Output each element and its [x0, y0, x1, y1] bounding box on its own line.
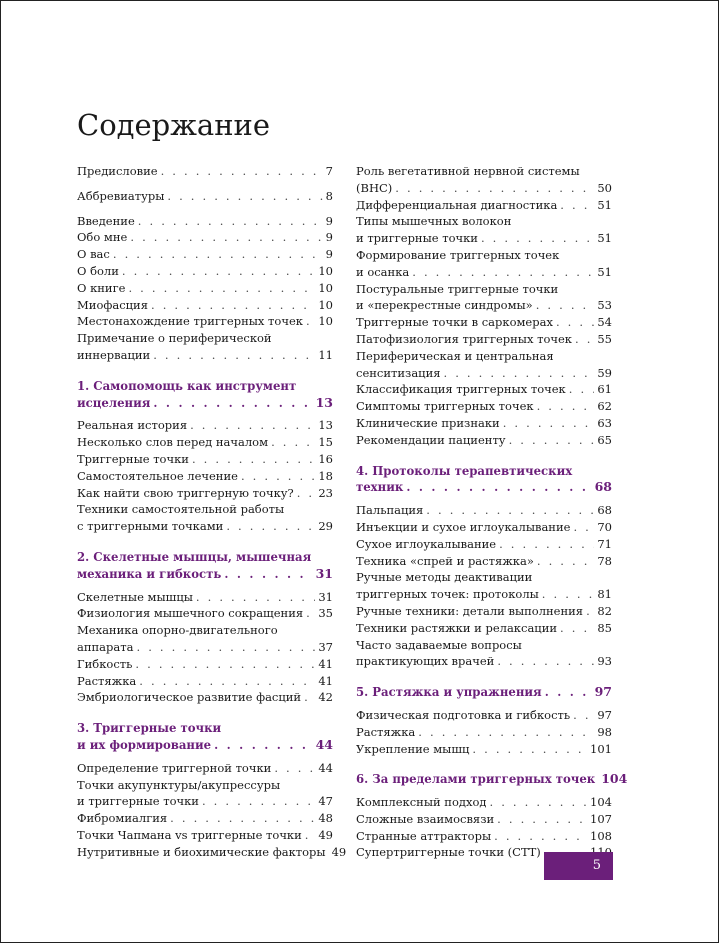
toc-entry-title: Триггерные точки в саркомерах — [356, 315, 553, 330]
dot-leader — [406, 479, 591, 496]
toc-entry-title: Типы мышечных волокон — [356, 214, 512, 229]
toc-entry-page: 108 — [590, 828, 612, 843]
dot-leader — [537, 553, 594, 570]
toc-entry-title: аппарата — [77, 639, 134, 654]
toc-entry-page: 9 — [325, 230, 333, 245]
dot-leader — [575, 331, 594, 348]
toc-entry-title: Техники самостоятельной работы — [77, 502, 285, 517]
dot-leader — [135, 656, 315, 673]
toc-entry — [77, 777, 333, 811]
toc-entry — [356, 637, 612, 671]
dot-leader — [395, 180, 594, 197]
dot-leader — [499, 536, 594, 553]
dot-leader — [305, 827, 316, 844]
page-number: 5 — [592, 858, 601, 873]
toc-entry — [356, 502, 612, 519]
toc-entry-title: О вас — [77, 247, 110, 262]
toc-entry — [356, 381, 612, 398]
toc-entry — [77, 330, 333, 364]
toc-entry-title: 5. Растяжка и упражнения — [356, 685, 542, 700]
toc-entry-page: 42 — [318, 690, 333, 705]
toc-entry — [77, 689, 333, 706]
toc-entry — [77, 163, 333, 180]
toc-entry-title: Предисловие — [77, 164, 158, 178]
toc-entry-page: 85 — [597, 620, 612, 635]
toc-entry — [356, 569, 612, 603]
toc-entry-page: 10 — [318, 263, 333, 278]
toc-entry-page: 93 — [597, 654, 612, 669]
toc-entry — [77, 188, 333, 205]
toc-entry — [356, 331, 612, 348]
toc-entry — [77, 451, 333, 468]
dot-leader — [130, 229, 322, 246]
toc-entry-title: Формирование триггерных точек — [356, 247, 560, 262]
dot-leader — [573, 707, 594, 724]
toc-entry-title: Скелетные мышцы — [77, 589, 193, 604]
dot-leader — [214, 737, 313, 754]
dot-leader — [537, 398, 595, 415]
toc-entry-title: О книге — [77, 280, 126, 295]
dot-leader — [138, 213, 323, 230]
dot-leader — [306, 313, 315, 330]
dot-leader — [418, 724, 594, 741]
toc-entry-title: Супертриггерные точки (СТТ) — [356, 845, 541, 860]
toc-entry-title: Физическая подготовка и гибкость — [356, 707, 571, 722]
toc-entry — [77, 229, 333, 246]
toc-entry-title: Точки Чапмана vs триггерные точки — [77, 827, 302, 842]
toc-entry — [77, 673, 333, 690]
toc-entry-page: 10 — [318, 280, 333, 295]
dot-leader — [472, 741, 587, 758]
toc-entry-title: с триггерными точками — [77, 519, 224, 534]
toc-entry-title: Симптомы триггерных точек — [356, 399, 534, 414]
toc-entry-page: 35 — [318, 606, 333, 621]
dot-leader — [536, 297, 595, 314]
toc-entry-title: и «перекрестные синдромы» — [356, 298, 533, 313]
dot-leader — [113, 246, 323, 263]
dot-leader — [192, 451, 315, 468]
toc-entry-page: 31 — [315, 565, 333, 581]
toc-entry-title: 6. За пределами триггерных точек — [356, 772, 596, 787]
dot-leader — [271, 434, 315, 451]
toc-chapter — [77, 549, 333, 583]
toc-entry-page: 55 — [597, 331, 612, 346]
dot-leader — [586, 603, 594, 620]
toc-entry-page: 50 — [597, 180, 612, 195]
toc-entry-page: 9 — [325, 247, 333, 262]
toc-entry — [356, 724, 612, 741]
toc-entry-page: 54 — [597, 315, 612, 330]
toc-entry — [77, 280, 333, 297]
toc-entry — [77, 501, 333, 535]
toc-entry-page: 71 — [597, 536, 612, 551]
dot-leader — [167, 188, 322, 205]
toc-entry — [356, 553, 612, 570]
toc-entry — [77, 468, 333, 485]
toc-entry-title: Триггерные точки — [77, 451, 189, 466]
toc-entry-title: 3. Триггерные точки — [77, 721, 222, 736]
toc-entry-title: Несколько слов перед началом — [77, 435, 269, 450]
dot-leader — [494, 828, 587, 845]
toc-entry-page: 63 — [597, 415, 612, 430]
toc-entry — [356, 197, 612, 214]
toc-entry — [356, 794, 612, 811]
toc-entry-page: 9 — [325, 213, 333, 228]
toc-entry-page: 104 — [590, 795, 612, 810]
toc-entry-title: Гибкость — [77, 656, 133, 671]
toc-entry-title: Клинические признаки — [356, 415, 500, 430]
toc-entry — [356, 536, 612, 553]
toc-entry-page: 10 — [318, 297, 333, 312]
toc-chapter — [356, 684, 612, 701]
toc-entry-title: Примечание о периферической — [77, 331, 272, 346]
toc-entry — [356, 247, 612, 281]
dot-leader — [304, 689, 315, 706]
dot-leader — [161, 163, 323, 180]
toc-entry-page: 61 — [597, 382, 612, 397]
toc-entry-title: Введение — [77, 213, 135, 228]
dot-leader — [560, 620, 594, 637]
dot-leader — [153, 395, 312, 412]
toc-column-left — [77, 163, 347, 860]
toc-entry-page: 49 — [318, 827, 333, 842]
toc-entry-title: Дифференциальная диагностика — [356, 197, 558, 212]
dot-leader — [196, 589, 315, 606]
toc-entry — [77, 417, 333, 434]
toc-entry-page: 97 — [594, 684, 612, 700]
toc-entry-title: Эмбриологическое развитие фасций — [77, 690, 302, 705]
dot-leader — [128, 280, 315, 297]
toc-entry-page: 97 — [597, 707, 612, 722]
toc-entry — [356, 741, 612, 758]
dot-leader — [560, 197, 594, 214]
toc-entry-page: 78 — [597, 553, 612, 568]
toc-entry-page: 51 — [597, 197, 612, 212]
toc-entry-page: 65 — [597, 432, 612, 447]
toc-entry — [356, 707, 612, 724]
toc-entry — [77, 263, 333, 280]
toc-entry-title: Техника «спрей и растяжка» — [356, 553, 534, 568]
toc-entry-page: 101 — [590, 741, 612, 756]
dot-leader — [503, 415, 595, 432]
toc-entry-page: 13 — [318, 418, 333, 433]
toc-entry-title: Растяжка — [77, 673, 137, 688]
toc-entry-page: 53 — [597, 298, 612, 313]
dot-leader — [136, 639, 315, 656]
dot-leader — [139, 673, 315, 690]
toc-entry-title: Инъекции и сухое иглоукалывание — [356, 519, 571, 534]
toc-entry — [77, 485, 333, 502]
toc-entry-title: сенситизация — [356, 365, 441, 380]
dot-leader — [426, 502, 594, 519]
toc-entry-title: Техники растяжки и релаксации — [356, 620, 558, 635]
dot-leader — [497, 811, 587, 828]
toc-entry — [77, 605, 333, 622]
dot-leader — [190, 417, 315, 434]
toc-entry-title: и триггерные точки — [77, 794, 199, 809]
page-title: Содержание — [77, 108, 271, 142]
toc-entry — [77, 313, 333, 330]
toc-entry-page: 10 — [318, 314, 333, 329]
dot-leader — [151, 297, 315, 314]
toc-entry-title: исцеления — [77, 395, 151, 410]
dot-leader — [573, 519, 594, 536]
toc-entry — [77, 434, 333, 451]
toc-entry-title: Механика опорно-двигательного — [77, 623, 278, 638]
toc-entry — [356, 314, 612, 331]
dot-leader — [297, 485, 316, 502]
toc-entry — [77, 844, 347, 861]
dot-leader — [542, 586, 595, 603]
toc-entry — [77, 297, 333, 314]
toc-entry-title: Растяжка — [356, 724, 416, 739]
toc-entry-page: 70 — [597, 519, 612, 534]
toc-entry-title: Самостоятельное лечение — [77, 468, 238, 483]
toc-entry — [356, 415, 612, 432]
toc-entry-page: 51 — [597, 231, 612, 246]
toc-entry — [356, 213, 612, 247]
toc-entry — [77, 656, 333, 673]
toc-entry — [77, 589, 333, 606]
toc-entry-page: 81 — [597, 587, 612, 602]
toc-entry-title: Физиология мышечного сокращения — [77, 606, 304, 621]
toc-entry — [356, 828, 612, 845]
toc-entry-title: Укрепление мышц — [356, 741, 470, 756]
toc-entry-page: 41 — [318, 673, 333, 688]
toc-entry-title: иннервации — [77, 347, 151, 362]
toc-entry — [77, 760, 333, 777]
toc-entry — [356, 281, 612, 315]
toc-entry-page: 62 — [597, 399, 612, 414]
toc-entry-title: механика и гибкость — [77, 566, 222, 581]
toc-entry — [77, 827, 333, 844]
toc-entry-title: Определение триггерной точки — [77, 760, 272, 775]
toc-entry-page: 37 — [318, 639, 333, 654]
toc-entry-title: Сложные взаимосвязи — [356, 811, 495, 826]
toc-entry-title: Аббревиатуры — [77, 188, 165, 203]
toc-entry-page: 98 — [597, 724, 612, 739]
dot-leader — [170, 810, 315, 827]
toc-entry-title: О боли — [77, 263, 119, 278]
toc-entry-title: и триггерные точки — [356, 231, 478, 246]
toc-entry-title: (ВНС) — [356, 180, 393, 195]
dot-leader — [412, 264, 594, 281]
toc-entry — [356, 432, 612, 449]
dot-leader — [241, 468, 315, 485]
toc-entry — [356, 398, 612, 415]
toc-entry-page: 8 — [325, 188, 333, 203]
toc-entry-page: 107 — [590, 811, 612, 826]
toc-entry-page: 44 — [315, 736, 333, 752]
toc-entry — [77, 246, 333, 263]
toc-entry-page: 41 — [318, 656, 333, 671]
dot-leader — [226, 518, 315, 535]
toc-entry-page: 59 — [597, 365, 612, 380]
toc-entry-title: Периферическая и центральная — [356, 348, 554, 363]
dot-leader — [481, 230, 594, 247]
toc-entry-title: Обо мне — [77, 230, 128, 245]
toc-entry-title: Нутритивные и биохимические факторы — [77, 844, 326, 859]
dot-leader — [122, 263, 315, 280]
toc-entry — [77, 810, 333, 827]
toc-entry-title: Классификация триггерных точек — [356, 382, 566, 397]
toc-entry-title: Рекомендации пациенту — [356, 432, 506, 447]
toc-entry — [356, 620, 612, 637]
toc-entry-title: Как найти свою триггерную точку? — [77, 485, 294, 500]
toc-entry-title: Роль вегетативной нервной системы — [356, 164, 580, 178]
toc-chapter — [77, 720, 333, 754]
toc-entry-title: Сухое иглоукалывание — [356, 536, 497, 551]
toc-entry-title: Местонахождение триггерных точек — [77, 314, 303, 329]
toc-entry-title: Точки акупунктуры/акупрессуры — [77, 777, 281, 792]
toc-chapter — [356, 771, 628, 788]
toc-entry-title: техник — [356, 480, 404, 495]
toc-entry-page: 104 — [601, 771, 628, 787]
toc-entry-page: 7 — [325, 164, 333, 178]
toc-chapter — [77, 378, 333, 412]
dot-leader — [202, 793, 315, 810]
toc-entry-title: 1. Самопомощь как инструмент — [77, 378, 297, 393]
toc-entry-title: Ручные методы деактивации — [356, 570, 533, 585]
toc-entry-title: Фибромиалгия — [77, 811, 168, 826]
toc-entry-page: 49 — [331, 844, 347, 859]
page-number-box — [544, 852, 613, 880]
toc-entry-title: Ручные техники: детали выполнения — [356, 603, 584, 618]
toc-entry-page: 13 — [315, 394, 333, 410]
toc-entry-page: 82 — [597, 603, 612, 618]
toc-entry-page: 23 — [318, 485, 333, 500]
toc-entry-page: 48 — [318, 811, 333, 826]
toc-entry-page: 11 — [318, 347, 333, 362]
toc-entry-page: 31 — [318, 589, 333, 604]
toc-entry-title: и осанка — [356, 264, 410, 279]
dot-leader — [274, 760, 315, 777]
dot-leader — [569, 381, 595, 398]
toc-entry-title: Патофизиология триггерных точек — [356, 331, 572, 346]
toc-entry — [77, 213, 333, 230]
dot-leader — [153, 347, 315, 364]
toc-entry-title: 2. Скелетные мышцы, мышечная — [77, 549, 312, 564]
dot-leader — [489, 794, 587, 811]
toc-entry-title: триггерных точек: протоколы — [356, 587, 539, 602]
toc-entry-page: 29 — [318, 519, 333, 534]
toc-entry-title: практикующих врачей — [356, 654, 495, 669]
toc-entry-page: 47 — [318, 794, 333, 809]
dot-leader — [509, 432, 595, 449]
toc-entry-title: Часто задаваемые вопросы — [356, 637, 522, 652]
toc-entry-page: 68 — [597, 503, 612, 518]
toc-chapter — [356, 463, 612, 497]
toc-entry-page: 44 — [318, 760, 333, 775]
dot-leader — [224, 566, 312, 583]
toc-entry-page: 18 — [318, 468, 333, 483]
toc-entry-title: Реальная история — [77, 418, 188, 433]
toc-entry-title: Миофасция — [77, 297, 148, 312]
toc-entry — [77, 622, 333, 656]
toc-entry-title: Странные аттракторы — [356, 828, 492, 843]
toc-entry-page: 68 — [594, 479, 612, 495]
toc-entry-title: и их формирование — [77, 737, 212, 752]
toc-entry-page: 51 — [597, 264, 612, 279]
toc-entry-title: Постуральные триггерные точки — [356, 281, 559, 296]
dot-leader — [306, 605, 315, 622]
toc-entry-page: 15 — [318, 435, 333, 450]
toc-entry-title: Пальпация — [356, 503, 424, 518]
toc-entry — [356, 348, 612, 382]
dot-leader — [444, 365, 595, 382]
toc-entry-title: 4. Протоколы терапевтических — [356, 463, 573, 478]
dot-leader — [497, 653, 594, 670]
dot-leader — [545, 684, 592, 701]
toc-entry — [356, 163, 612, 197]
toc-entry-title: Комплексный подход — [356, 795, 487, 810]
toc-entry — [356, 811, 612, 828]
toc-entry-page: 16 — [318, 451, 333, 466]
toc-entry — [356, 603, 612, 620]
toc-column-right — [356, 163, 628, 861]
toc-entry — [356, 519, 612, 536]
dot-leader — [556, 314, 594, 331]
